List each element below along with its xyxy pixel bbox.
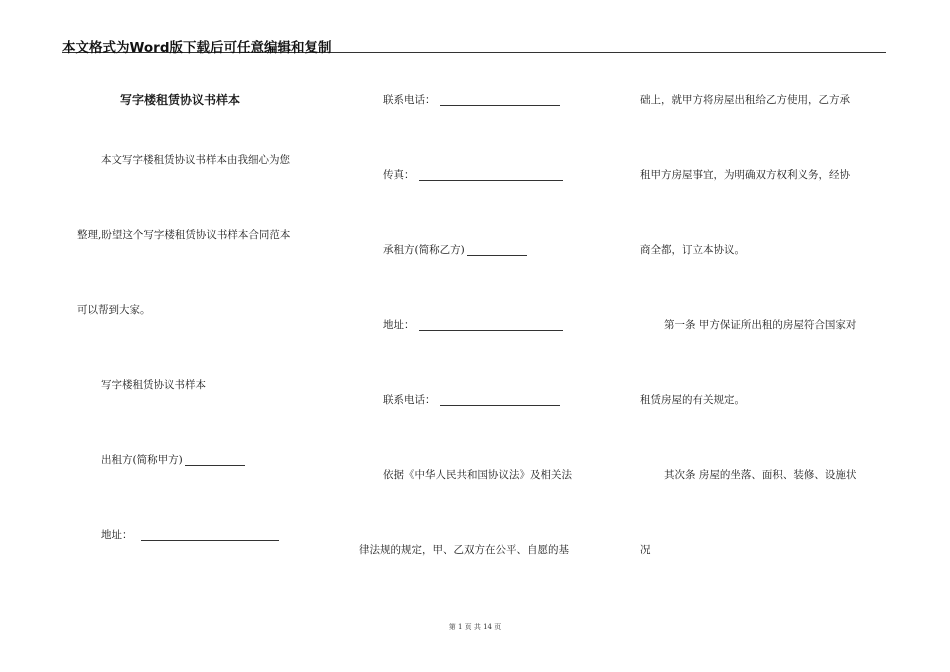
body-line-1: 础上，就甲方将房屋出租给乙方使用，乙方承 <box>640 94 850 106</box>
intro-line-3: 可以帮到大家。 <box>77 304 151 316</box>
lessee-blank <box>467 245 527 256</box>
intro-line-2: 整理,盼望这个写字楼租赁协议书样本合同范本 <box>77 229 291 241</box>
lessor-address-field <box>101 529 279 541</box>
lessee-phone-label: 联系电话： <box>383 394 436 406</box>
header-text: 本文格式为Word版下载后可任意编辑和复制 <box>62 40 332 56</box>
document-title: 写字楼租赁协议书样本 <box>120 93 241 107</box>
lessor-address-blank <box>141 530 279 541</box>
lessee-address-blank <box>419 320 563 331</box>
lessor-phone-blank <box>440 95 560 106</box>
lessee-address-field <box>383 319 563 331</box>
body-line-3: 商全都，订立本协议。 <box>640 244 745 256</box>
page-number: 第 1 页 共 14 页 <box>448 623 502 631</box>
article-1-line-2: 租赁房屋的有关规定。 <box>640 394 745 406</box>
lessor-phone-field <box>383 94 560 106</box>
lessor-label: 出租方(简称甲方) <box>101 454 183 466</box>
law-line-1: 依据《中华人民共和国协议法》及相关法 <box>383 469 572 481</box>
lessor-phone-label: 联系电话： <box>383 94 436 106</box>
article-2-line-2: 况 <box>640 544 651 556</box>
lessor-field <box>101 454 245 466</box>
fax-blank <box>419 170 563 181</box>
sample-heading: 写字楼租赁协议书样本 <box>101 379 206 391</box>
lessee-label: 承租方(简称乙方) <box>383 244 465 256</box>
article-2-line-1: 其次条 房屋的坐落、面积、装修、设施状 <box>664 469 857 481</box>
law-line-2: 律法规的规定，甲、乙双方在公平、自愿的基 <box>359 544 569 556</box>
lessee-phone-blank <box>440 395 560 406</box>
body-line-2: 租甲方房屋事宜，为明确双方权利义务，经协 <box>640 169 850 181</box>
lessee-phone-field <box>383 394 560 406</box>
lessee-field <box>383 244 527 256</box>
article-1-line-1: 第一条 甲方保证所出租的房屋符合国家对 <box>664 319 857 331</box>
lessor-blank <box>185 455 245 466</box>
fax-label: 传真： <box>383 169 415 181</box>
lessee-address-label: 地址： <box>383 319 415 331</box>
lessor-address-label: 地址： <box>101 529 133 541</box>
fax-field <box>383 169 563 181</box>
intro-line-1: 本文写字楼租赁协议书样本由我细心为您 <box>101 154 290 166</box>
page-header <box>62 34 886 56</box>
